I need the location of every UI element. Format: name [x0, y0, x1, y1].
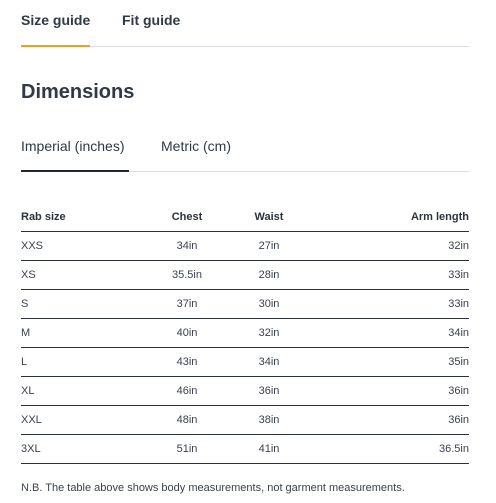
- size-cell: XS: [21, 261, 141, 290]
- table-row: [21, 377, 469, 406]
- table-row: [21, 232, 469, 261]
- tab-imperial[interactable]: Imperial (inches): [21, 138, 125, 154]
- arm-length-cell: 34in: [305, 319, 469, 348]
- guide-tabs: [21, 0, 469, 47]
- waist-cell: 28in: [233, 261, 305, 290]
- header-chest: Chest: [141, 203, 233, 232]
- size-cell: XXL: [21, 406, 141, 435]
- size-cell: XXS: [21, 232, 141, 261]
- header-arm-length: Arm length: [305, 203, 469, 232]
- chest-cell: 48in: [141, 406, 233, 435]
- table-header-row: [21, 203, 469, 232]
- size-cell: M: [21, 319, 141, 348]
- active-unit-indicator: [21, 170, 129, 172]
- measurement-note: N.B. The table above shows body measurements, not garment measurements.: [21, 482, 405, 494]
- tab-fit-guide[interactable]: Fit guide: [122, 12, 181, 28]
- size-cell: XL: [21, 377, 141, 406]
- size-cell: 3XL: [21, 435, 141, 464]
- chest-cell: 43in: [141, 348, 233, 377]
- arm-length-cell: 32in: [305, 232, 469, 261]
- size-cell: L: [21, 348, 141, 377]
- waist-cell: 34in: [233, 348, 305, 377]
- arm-length-cell: 35in: [305, 348, 469, 377]
- waist-cell: 38in: [233, 406, 305, 435]
- arm-length-cell: 36in: [305, 406, 469, 435]
- arm-length-cell: 36.5in: [305, 435, 469, 464]
- tab-metric[interactable]: Metric (cm): [161, 138, 231, 154]
- waist-cell: 32in: [233, 319, 305, 348]
- chest-cell: 35.5in: [141, 261, 233, 290]
- arm-length-cell: 33in: [305, 290, 469, 319]
- arm-length-cell: 33in: [305, 261, 469, 290]
- chest-cell: 40in: [141, 319, 233, 348]
- waist-cell: 27in: [233, 232, 305, 261]
- arm-length-cell: 36in: [305, 377, 469, 406]
- chest-cell: 51in: [141, 435, 233, 464]
- waist-cell: 41in: [233, 435, 305, 464]
- table-row: [21, 406, 469, 435]
- header-waist: Waist: [233, 203, 305, 232]
- chest-cell: 34in: [141, 232, 233, 261]
- size-table: [21, 203, 469, 464]
- tab-size-guide[interactable]: Size guide: [21, 12, 91, 28]
- waist-cell: 36in: [233, 377, 305, 406]
- chest-cell: 37in: [141, 290, 233, 319]
- unit-tabs: [21, 126, 469, 172]
- table-row: [21, 290, 469, 319]
- table-row: [21, 348, 469, 377]
- chest-cell: 46in: [141, 377, 233, 406]
- size-cell: S: [21, 290, 141, 319]
- active-tab-indicator: [21, 45, 90, 47]
- table-row: [21, 319, 469, 348]
- header-rab-size: Rab size: [21, 203, 141, 232]
- dimensions-heading: Dimensions: [21, 81, 135, 103]
- waist-cell: 30in: [233, 290, 305, 319]
- table-row: [21, 435, 469, 464]
- table-row: [21, 261, 469, 290]
